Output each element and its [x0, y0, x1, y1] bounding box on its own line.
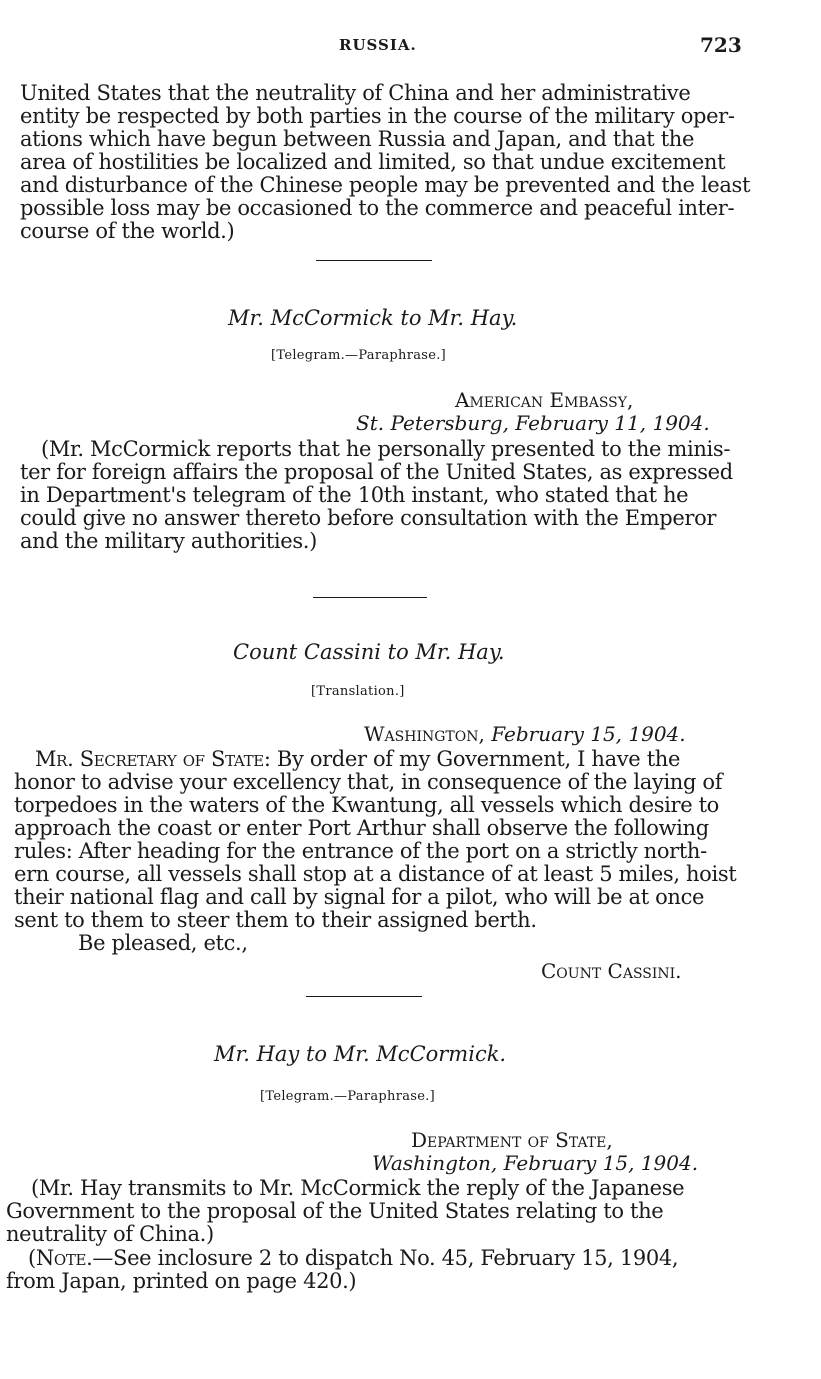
page-number: 723: [700, 33, 742, 57]
paragraph-line: approach the coast or enter Port Arthur shall observe the following: [14, 816, 709, 840]
section-divider: [313, 597, 427, 598]
paragraph-first-line: [35, 748, 680, 771]
paragraph-line: rules: After heading for the entrance of the port on a strictly north-: [14, 839, 707, 863]
paragraph-line: their national flag and call by signal for a pilot, who will be at once: [14, 885, 705, 909]
paragraph-line: ter for foreign affairs the proposal of the United States, as expressed: [20, 460, 733, 484]
section-divider: [316, 260, 432, 261]
letter-note: [Telegram.—Paraphrase.]: [271, 348, 447, 363]
paragraph-line: honor to advise your excellency that, in consequence of the laying of: [14, 770, 723, 794]
paragraph-line: United States that the neutrality of China and her administrative: [20, 81, 691, 105]
paragraph-line: could give no answer thereto before consultation with the Emperor: [20, 506, 717, 530]
letter-heading: Count Cassini to Mr. Hay.: [233, 640, 505, 664]
letter-date: St. Petersburg, February 11, 1904.: [356, 411, 710, 435]
letter-place: Washington,: [364, 722, 485, 746]
note-line: from Japan, printed on page 420.): [6, 1269, 357, 1293]
paragraph-line: sent to them to steer them to their assigned berth.: [14, 908, 537, 932]
letter-heading: Mr. McCormick to Mr. Hay.: [228, 306, 518, 330]
letter-place-date: [364, 722, 686, 746]
paragraph-line: in Department's telegram of the 10th instant, who stated that he: [20, 483, 689, 507]
letter-date: February 15, 1904.: [491, 722, 686, 746]
paragraph-text: By order of my Government, I have the: [276, 747, 681, 771]
paragraph-line: ern course, all vessels shall stop at a distance of at least 5 miles, hoist: [14, 862, 737, 886]
note-line: (Note.—See inclosure 2 to dispatch No. 45, February 15, 1904,: [28, 1246, 679, 1270]
signature: Count Cassini.: [541, 959, 682, 983]
letter-place: American Embassy,: [455, 388, 634, 412]
paragraph-line: ations which have begun between Russia and Japan, and that the: [20, 127, 695, 151]
paragraph-line: entity be respected by both parties in the course of the military oper-: [20, 104, 735, 128]
closing: Be pleased, etc.,: [78, 931, 248, 955]
section-divider: [306, 996, 422, 997]
letter-note: [Telegram.—Paraphrase.]: [260, 1089, 436, 1104]
letter-place: Department of State,: [411, 1128, 613, 1152]
paragraph-line: torpedoes in the waters of the Kwantung, all vessels which desire to: [14, 793, 719, 817]
paragraph-line: (Mr. McCormick reports that he personally presented to the minis-: [41, 437, 731, 461]
paragraph-line: neutrality of China.): [6, 1222, 214, 1246]
paragraph-line: possible loss may be occasioned to the commerce and peaceful inter-: [20, 196, 735, 220]
paragraph-line: area of hostilities be localized and limited, so that undue excitement: [20, 150, 726, 174]
note-label: Note.: [35, 1246, 93, 1270]
paragraph-line: Government to the proposal of the United States relating to the: [6, 1199, 664, 1223]
salutation: Mr. Secretary of State:: [35, 747, 271, 771]
letter-date: Washington, February 15, 1904.: [372, 1151, 699, 1175]
paragraph-line: and disturbance of the Chinese people may be prevented and the least: [20, 173, 751, 197]
running-header-title: RUSSIA.: [339, 36, 417, 54]
letter-note: [Translation.]: [311, 684, 405, 699]
paragraph-line: (Mr. Hay transmits to Mr. McCormick the reply of the Japanese: [31, 1176, 685, 1200]
letter-heading: Mr. Hay to Mr. McCormick.: [214, 1042, 507, 1066]
note-text: —See inclosure 2 to dispatch No. 45, February 15, 1904,: [92, 1246, 679, 1270]
paragraph-line: course of the world.): [20, 219, 235, 243]
paragraph-line: and the military authorities.): [20, 529, 317, 553]
